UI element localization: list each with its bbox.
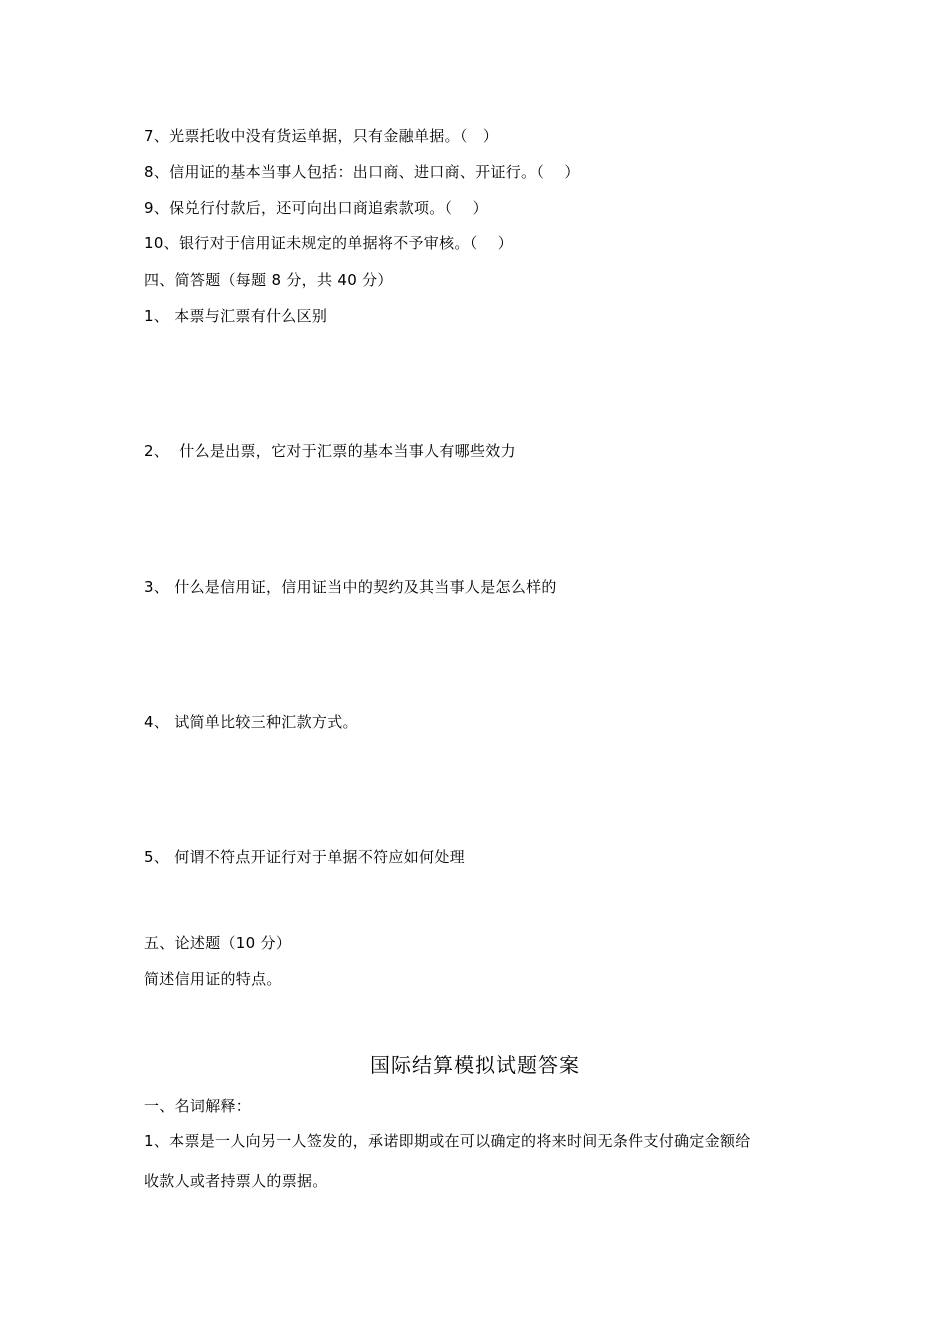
judgment-q7: 7、光票托收中没有货运单据，只有金融单据。（ ） <box>144 127 499 145</box>
judgment-q8: 8、信用证的基本当事人包括：出口商、进口商、开证行。（ ） <box>144 163 580 181</box>
answers-title: 国际结算模拟试题答案 <box>370 1053 580 1077</box>
short-answer-q3: 3、 什么是信用证，信用证当中的契约及其当事人是怎么样的 <box>144 578 557 596</box>
essay-question: 简述信用证的特点。 <box>144 970 282 988</box>
answers-section1-heading: 一、名词解释： <box>144 1097 252 1115</box>
short-answer-q4: 4、 试简单比较三种汇款方式。 <box>144 713 358 731</box>
short-answer-q2: 2、 什么是出票，它对于汇票的基本当事人有哪些效力 <box>144 442 516 460</box>
short-answer-q5: 5、 何谓不符点开证行对于单据不符应如何处理 <box>144 848 465 866</box>
judgment-q10: 10、银行对于信用证未规定的单据将不予审核。（ ） <box>144 234 514 252</box>
answers-item1-line2: 收款人或者持票人的票据。 <box>144 1172 328 1190</box>
judgment-q9: 9、保兑行付款后，还可向出口商追索款项。（ ） <box>144 199 488 217</box>
short-answer-q1: 1、 本票与汇票有什么区别 <box>144 307 328 325</box>
short-answer-heading: 四、简答题（每题 8 分，共 40 分） <box>144 271 393 289</box>
answers-item1-line1: 1、本票是一人向另一人签发的，承诺即期或在可以确定的将来时间无条件支付确定金额给 <box>144 1132 751 1150</box>
essay-heading: 五、论述题（10 分） <box>144 934 292 952</box>
